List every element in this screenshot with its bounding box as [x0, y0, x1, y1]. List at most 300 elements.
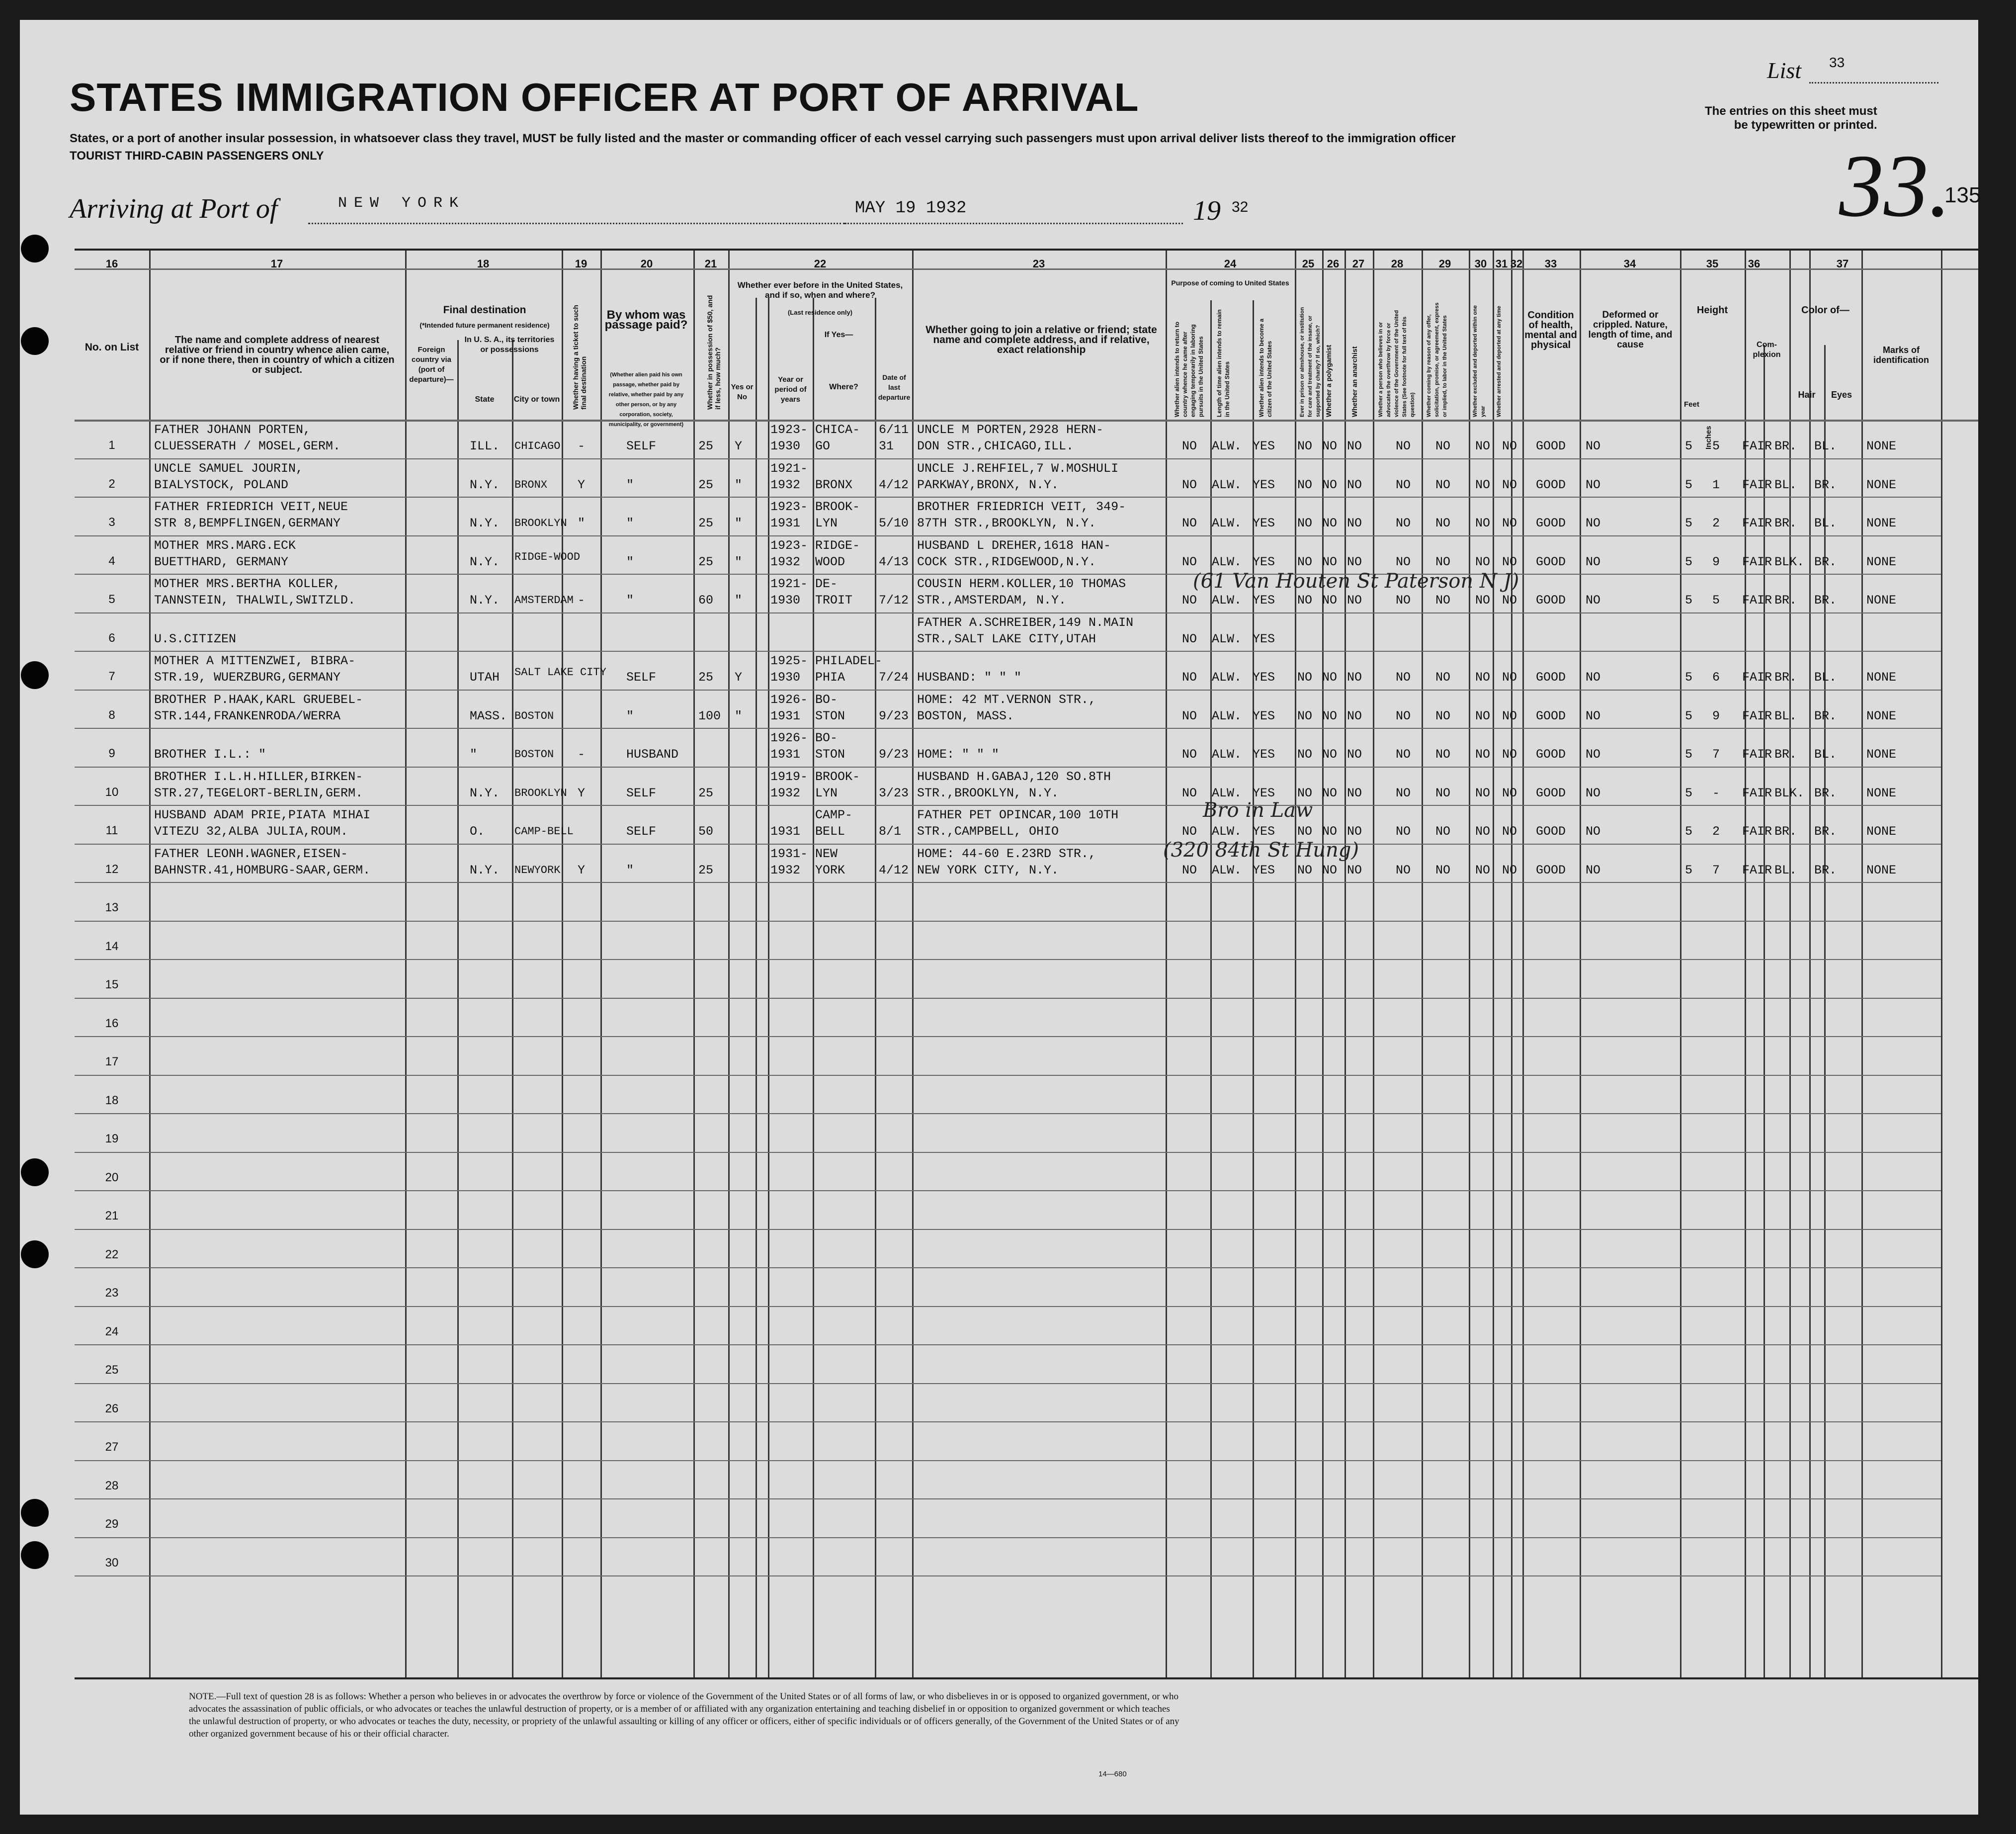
header-anarchist: Whether an anarchist: [1350, 346, 1358, 417]
years-line2: 1930: [770, 670, 801, 685]
q29-answer: NO: [1435, 554, 1451, 569]
q25-answer: NO: [1297, 786, 1313, 800]
binding-hole: [21, 1499, 49, 1527]
q25-answer: NO: [1297, 593, 1313, 608]
complexion: FAIR: [1742, 554, 1772, 569]
header-ever-before: Whether ever before in the United States, and if so, when and where?: [737, 280, 903, 300]
joining-relative-line1: HUSBAND H.GABAJ,120 SO.8TH: [917, 769, 1111, 784]
purpose-return: NO: [1182, 593, 1197, 608]
column-rule: [912, 251, 914, 1677]
where-line1: BROOK-: [815, 769, 860, 784]
row-rule: [75, 458, 1941, 459]
row-number: 28: [105, 1479, 119, 1492]
row-rule: [75, 1383, 1941, 1384]
purpose-citizen: YES: [1253, 670, 1275, 685]
ticket-answer: Y: [578, 477, 586, 492]
header-inches: Inches: [1704, 426, 1713, 449]
complexion: FAIR: [1742, 863, 1772, 877]
header-year-period: Year or period of years: [774, 375, 807, 404]
q27-answer: NO: [1347, 593, 1362, 608]
destination-state: UTAH: [470, 670, 500, 685]
header-question-28: Whether a person who believes in or advocates the overthrow by force or violence of the Government of the United States (See footnote for full text of this question): [1378, 310, 1416, 417]
row-rule: [75, 1229, 1941, 1230]
height-inches: 6: [1712, 670, 1720, 685]
header-purpose-return: Whether alien intends to return to country whence he came after engaging temporarily in laboring pursuits in the United States: [1174, 321, 1204, 417]
row-rule: [75, 1267, 1941, 1268]
q25-answer: NO: [1297, 439, 1313, 453]
row-rule: [75, 1460, 1941, 1461]
q27-answer: NO: [1347, 747, 1362, 762]
row-number: 24: [105, 1324, 119, 1338]
q26-answer: NO: [1322, 786, 1338, 800]
years-line1: 1925-: [770, 654, 808, 668]
money-amount: 25: [698, 670, 714, 685]
years-line2: 1932: [770, 863, 801, 877]
header-no-on-list: No. on List: [84, 342, 139, 353]
joining-relative-line2: BOSTON, MASS.: [917, 708, 1014, 723]
complexion: FAIR: [1742, 708, 1772, 723]
money-amount: 25: [698, 516, 714, 530]
where-line2: LYN: [815, 516, 838, 530]
header-last-residence: (Last residence only): [787, 309, 853, 316]
departure-date-line2: 5/10: [879, 516, 909, 530]
date-underline: [845, 223, 1183, 224]
years-line1: 1921-: [770, 577, 808, 591]
passage-paid-by: SELF: [626, 786, 657, 800]
departure-date-line2: 4/12: [879, 863, 909, 877]
money-amount: 25: [698, 786, 714, 800]
departure-date-line2: 31: [879, 439, 894, 453]
where-line2: YORK: [815, 863, 845, 877]
relative-address-line1: UNCLE SAMUEL JOURIN,: [154, 461, 304, 476]
passage-paid-by: HUSBAND: [626, 747, 679, 762]
q30-answer: NO: [1475, 554, 1491, 569]
purpose-return: NO: [1182, 631, 1197, 646]
row-number: 15: [105, 978, 119, 991]
row-number: 16: [105, 1016, 119, 1030]
hair-color: BLK.: [1774, 554, 1805, 569]
purpose-citizen: YES: [1253, 786, 1275, 800]
row-rule: [75, 612, 1941, 613]
q25-answer: NO: [1297, 670, 1313, 685]
header-nearest-relative: The name and complete address of nearest relative or friend in country whence alien came, or if none there, then in country of which a citizen or subject.: [160, 335, 395, 375]
complexion: FAIR: [1742, 747, 1772, 762]
header-date-last-departure: Date of last departure: [878, 373, 911, 401]
column-rule: [1789, 251, 1791, 1677]
years-line1: 1923-: [770, 538, 808, 553]
eye-color: BR.: [1814, 477, 1837, 492]
identification-marks: NONE: [1866, 824, 1897, 839]
q28-answer: NO: [1396, 439, 1411, 453]
relative-address-line2: TANNSTEIN, THALWIL,SWITZLD.: [154, 593, 356, 608]
q26-answer: NO: [1322, 477, 1338, 492]
q28-answer: NO: [1396, 824, 1411, 839]
q28-answer: NO: [1396, 863, 1411, 877]
q26-answer: NO: [1322, 824, 1338, 839]
column-rule: [1941, 251, 1942, 1677]
departure-date-line2: 9/23: [879, 708, 909, 723]
header-by-whom-paid: By whom was passage paid?: [604, 308, 688, 332]
row-rule: [75, 1075, 1941, 1076]
question-28-footnote: NOTE.—Full text of question 28 is as follows: Whether a person who believes in or advocates the overthrow by force or violence of the Government of the United States or of all forms of law, or who disbelieves in or is opposed to organized government, or who advocates the assassination of public officials, or who advocates or teaches the unlawful destruction of property, or is a member of or affiliated with any organization entertaining and teaching disbelief in or opposition to organized government or which teaches the unlawful destruction of property, or who advocates or teaches the duty, necessity, or propriety of the unlawful assaulting or killing of any officer or officers, either of specific individuals or of officers generally, of the Government of the United States or of any other organized government because of his or their official character.: [189, 1691, 1179, 1739]
header-by-whom-note: (Whether alien paid his own passage, whether paid by relative, whether paid by any other person, or by any corporation, society, municipality, or government): [608, 372, 684, 428]
joining-relative-line2: 87TH STR.,BROOKLYN, N.Y.: [917, 516, 1096, 530]
departure-date-line2: 3/23: [879, 786, 909, 800]
purpose-length: ALW.: [1212, 670, 1242, 685]
height-inches: 7: [1712, 863, 1720, 877]
q27-answer: NO: [1347, 516, 1362, 530]
passage-paid-by: ": [626, 554, 634, 569]
eye-color: BL.: [1814, 670, 1837, 685]
binding-hole: [21, 1240, 49, 1268]
q28-answer: NO: [1396, 708, 1411, 723]
joining-relative-line2: PARKWAY,BRONX, N.Y.: [917, 477, 1059, 492]
departure-date-line2: 4/13: [879, 554, 909, 569]
purpose-return: NO: [1182, 747, 1197, 762]
relative-address-line1: MOTHER A MITTENZWEI, BIBRA-: [154, 654, 356, 668]
column-rule: [1373, 251, 1374, 1677]
purpose-citizen: YES: [1253, 554, 1275, 569]
years-line2: 1931: [770, 708, 801, 723]
ever-before-answer: ": [735, 554, 743, 569]
complexion: FAIR: [1742, 439, 1772, 453]
identification-marks: NONE: [1866, 863, 1897, 877]
height-feet: 5: [1685, 477, 1693, 492]
deformed-answer: NO: [1586, 786, 1601, 800]
q31-answer: NO: [1502, 554, 1517, 569]
relative-address-line2: STR.144,FRANKENRODA/WERRA: [154, 708, 341, 723]
header-height: Height: [1696, 305, 1728, 316]
identification-marks: NONE: [1866, 593, 1897, 608]
q28-answer: NO: [1396, 786, 1411, 800]
relative-address-line1: HUSBAND ADAM PRIE,PIATA MIHAI: [154, 808, 371, 822]
purpose-length: ALW.: [1212, 554, 1242, 569]
q29-answer: NO: [1435, 708, 1451, 723]
relative-address-line2: STR.27,TEGELORT-BERLIN,GERM.: [154, 786, 363, 800]
column-number: 22: [814, 258, 827, 270]
typewritten-note-line1: The entries on this sheet must: [1705, 104, 1877, 118]
passage-paid-by: SELF: [626, 439, 657, 453]
hair-color: BL.: [1774, 708, 1797, 723]
q30-answer: NO: [1475, 747, 1491, 762]
destination-state: N.Y.: [470, 593, 500, 608]
complexion: FAIR: [1742, 824, 1772, 839]
q30-answer: NO: [1475, 593, 1491, 608]
arrival-date-stamp: MAY 19 1932: [855, 199, 967, 218]
purpose-length: ALW.: [1212, 824, 1242, 839]
q26-answer: NO: [1322, 554, 1338, 569]
destination-city: BOSTON: [514, 709, 554, 722]
list-label: List: [1767, 58, 1802, 83]
port-underline: [308, 223, 845, 224]
listing-instruction: States, or a port of another insular possession, in whatsoever class they travel, MUST be fully listed and the master or commanding officer of each vessel carrying such passengers must upon arrival deliver lists thereof to the immigration officer: [70, 132, 1456, 145]
column-number: 17: [270, 258, 283, 270]
binding-hole: [21, 235, 49, 262]
header-possession-50: Whether in possession of $50, and if less, how much?: [706, 295, 722, 410]
where-line2: LYN: [815, 786, 838, 800]
column-number: 16: [105, 258, 118, 270]
subcolumn-rule: [1253, 300, 1254, 1677]
health-condition: GOOD: [1536, 439, 1566, 453]
header-feet: Feet: [1684, 400, 1699, 409]
row-number: 13: [105, 901, 119, 914]
subcolumn-rule: [875, 298, 876, 1677]
header-purpose-length: Length of time alien intends to remain in the United States: [1216, 309, 1231, 417]
q27-answer: NO: [1347, 439, 1362, 453]
where-line2: WOOD: [815, 554, 845, 569]
relative-address-line2: STR 8,BEMPFLINGEN,GERMANY: [154, 516, 341, 530]
page-number: 135: [1944, 183, 1981, 207]
column-rule: [693, 251, 695, 1677]
q30-answer: NO: [1475, 439, 1491, 453]
relative-address-line2: STR.19, WUERZBURG,GERMANY: [154, 670, 341, 685]
row-number: 11: [105, 824, 118, 837]
q31-answer: NO: [1502, 477, 1517, 492]
q30-answer: NO: [1475, 708, 1491, 723]
q29-answer: NO: [1435, 593, 1451, 608]
q29-answer: NO: [1435, 747, 1451, 762]
column-number: 18: [477, 258, 490, 270]
binding-hole: [21, 661, 49, 689]
eye-color: BR.: [1814, 593, 1837, 608]
column-rule: [1469, 251, 1470, 1677]
row-number: 5: [108, 593, 115, 606]
money-amount: 100: [698, 708, 721, 723]
relative-address-line1: BROTHER I.L.H.HILLER,BIRKEN-: [154, 769, 363, 784]
ticket-answer: -: [578, 439, 586, 453]
purpose-citizen: YES: [1253, 631, 1275, 646]
list-underline: [1809, 82, 1938, 84]
q26-answer: NO: [1322, 593, 1338, 608]
years-line2: 1932: [770, 554, 801, 569]
eye-color: BL.: [1814, 516, 1837, 530]
header-in-usa: In U. S. A., its territories or possessions: [464, 336, 555, 354]
years-line1: 1931-: [770, 846, 808, 861]
health-condition: GOOD: [1536, 824, 1566, 839]
complexion: FAIR: [1742, 786, 1772, 800]
joining-relative-line2: STR.,SALT LAKE CITY,UTAH: [917, 631, 1096, 646]
years-line2: 1931: [770, 516, 801, 530]
relative-address-line2: VITEZU 32,ALBA JULIA,ROUM.: [154, 824, 348, 839]
passenger-class: TOURIST THIRD-CABIN PASSENGERS ONLY: [70, 149, 324, 163]
eye-color: BR.: [1814, 786, 1837, 800]
sheet-number-handwritten: 33.: [1839, 136, 1951, 235]
joining-relative-line1: HOME: 42 MT.VERNON STR.,: [917, 692, 1096, 707]
header-deformed: Deformed or crippled. Nature, length of time, and cause: [1588, 310, 1673, 350]
typewritten-note: [1705, 104, 1877, 132]
row-rule: [75, 921, 1941, 922]
list-number: 33: [1829, 55, 1845, 70]
eye-color: BR.: [1814, 554, 1837, 569]
q31-answer: NO: [1502, 824, 1517, 839]
column-rule: [1344, 251, 1346, 1677]
header-joining-relative: Whether going to join a relative or friend; state name and complete address, and if relative, exact relationship: [925, 324, 1157, 355]
height-inches: 9: [1712, 708, 1720, 723]
column-number: 31: [1495, 258, 1508, 270]
q30-answer: NO: [1475, 516, 1491, 530]
hair-color: BR.: [1774, 824, 1797, 839]
hair-color: BR.: [1774, 747, 1797, 762]
destination-state: N.Y.: [470, 516, 500, 530]
q25-answer: NO: [1297, 747, 1313, 762]
row-rule: [75, 1344, 1941, 1345]
q28-answer: NO: [1396, 554, 1411, 569]
years-line2: 1930: [770, 439, 801, 453]
q25-answer: NO: [1297, 516, 1313, 530]
relative-address-line2: CLUESSERATH / MOSEL,GERM.: [154, 439, 341, 453]
where-line2: BRONX: [815, 477, 853, 492]
identification-marks: NONE: [1866, 554, 1897, 569]
where-line1: NEW: [815, 846, 838, 861]
height-feet: 5: [1685, 593, 1693, 608]
money-amount: 60: [698, 593, 714, 608]
joining-relative-line2: STR.,AMSTERDAM, N.Y.: [917, 593, 1067, 608]
ticket-answer: Y: [578, 786, 586, 800]
ever-before-answer: ": [735, 708, 743, 723]
destination-city: BROOKLYN: [514, 786, 567, 799]
purpose-length: ALW.: [1212, 786, 1242, 800]
purpose-length: ALW.: [1212, 863, 1242, 877]
q31-answer: NO: [1502, 708, 1517, 723]
header-color-of: Color of—: [1801, 305, 1849, 316]
row-number: 1: [108, 438, 115, 452]
q31-answer: NO: [1502, 670, 1517, 685]
purpose-return: NO: [1182, 670, 1197, 685]
relative-address-line2: BAHNSTR.41,HOMBURG-SAAR,GERM.: [154, 863, 371, 877]
binding-hole: [21, 327, 49, 355]
where-line2: TROIT: [815, 593, 853, 608]
destination-city: BOSTON: [514, 748, 554, 761]
years-line2: 1932: [770, 477, 801, 492]
page-title: STATES IMMIGRATION OFFICER AT PORT OF ARRIVAL: [70, 75, 1139, 119]
q30-answer: NO: [1475, 477, 1491, 492]
destination-state: O.: [470, 824, 485, 839]
destination-city: SALT LAKE CITY: [514, 666, 606, 679]
ever-before-answer: Y: [735, 670, 743, 685]
column-rule: [1166, 251, 1167, 1677]
header-final-destination-note: (*Intended future permanent residence): [420, 321, 550, 329]
passage-paid-by: SELF: [626, 670, 657, 685]
row-rule: [75, 1152, 1941, 1153]
purpose-length: ALW.: [1212, 631, 1242, 646]
subcolumn-rule: [813, 298, 814, 1677]
years-line1: 1923-: [770, 500, 808, 514]
q26-answer: NO: [1322, 516, 1338, 530]
height-inches: 2: [1712, 824, 1720, 839]
passage-paid-by: ": [626, 516, 634, 530]
row-rule: [75, 959, 1941, 960]
column-rule: [600, 251, 602, 1677]
q31-answer: NO: [1502, 593, 1517, 608]
destination-city: RIDGE-WOOD: [514, 550, 581, 563]
subcolumn-rule: [512, 340, 513, 1677]
passage-paid-by: ": [626, 593, 634, 608]
relative-address-line1: FATHER JOHANN PORTEN,: [154, 423, 311, 437]
where-line1: DE-: [815, 577, 838, 591]
purpose-return: NO: [1182, 516, 1197, 530]
relative-address-line2: BIALYSTOCK, POLAND: [154, 477, 289, 492]
port-label: Arriving at Port of: [70, 193, 278, 224]
q26-answer: NO: [1322, 670, 1338, 685]
eye-color: BR.: [1814, 863, 1837, 877]
row-rule: [75, 497, 1941, 498]
destination-state: N.Y.: [470, 554, 500, 569]
purpose-citizen: YES: [1253, 477, 1275, 492]
health-condition: GOOD: [1536, 593, 1566, 608]
height-feet: 5: [1685, 439, 1693, 453]
departure-date-line2: 4/12: [879, 477, 909, 492]
destination-state: ": [470, 747, 478, 762]
column-rule: [1745, 251, 1746, 1677]
q31-answer: NO: [1502, 863, 1517, 877]
row-number: 9: [108, 747, 115, 760]
row-number: 6: [108, 631, 115, 645]
column-number: 37: [1836, 258, 1849, 270]
years-line1: 1919-: [770, 769, 808, 784]
deformed-answer: NO: [1586, 708, 1601, 723]
q26-answer: NO: [1322, 863, 1338, 877]
joining-relative-line1: UNCLE M PORTEN,2928 HERN-: [917, 423, 1104, 437]
money-amount: 25: [698, 477, 714, 492]
q29-answer: NO: [1435, 824, 1451, 839]
column-number: 30: [1474, 258, 1487, 270]
q28-answer: NO: [1396, 747, 1411, 762]
ever-before-answer: ": [735, 477, 743, 492]
height-feet: 5: [1685, 708, 1693, 723]
joining-relative-line2: NEW YORK CITY, N.Y.: [917, 863, 1059, 877]
subcolumn-rule: [1764, 345, 1765, 1677]
health-condition: GOOD: [1536, 747, 1566, 762]
departure-date-line2: 7/24: [879, 670, 909, 685]
q25-answer: NO: [1297, 708, 1313, 723]
ticket-answer: ": [578, 516, 586, 530]
header-polygamist: Whether a polygamist: [1325, 345, 1333, 417]
handwritten-address-row5: (61 Van Houten St Paterson N J): [1193, 570, 1519, 593]
header-ticket: Whether having a ticket to such final destination: [572, 305, 588, 410]
header-arrested: Whether arrested and deported at any time: [1496, 306, 1502, 417]
row-number: 8: [108, 708, 115, 722]
identification-marks: NONE: [1866, 786, 1897, 800]
year-suffix: 32: [1232, 199, 1249, 215]
height-inches: 2: [1712, 516, 1720, 530]
column-rule: [1522, 251, 1524, 1677]
purpose-length: ALW.: [1212, 708, 1242, 723]
row-rule: [75, 1190, 1941, 1191]
q26-answer: NO: [1322, 747, 1338, 762]
height-feet: 5: [1685, 863, 1693, 877]
q29-answer: NO: [1435, 477, 1451, 492]
money-amount: 50: [698, 824, 714, 839]
where-line2: STON: [815, 708, 845, 723]
ticket-answer: Y: [578, 863, 586, 877]
deformed-answer: NO: [1586, 670, 1601, 685]
identification-marks: NONE: [1866, 747, 1897, 762]
destination-city: BROOKLYN: [514, 517, 567, 529]
row-rule: [75, 728, 1941, 729]
identification-marks: NONE: [1866, 516, 1897, 530]
q28-answer: NO: [1396, 516, 1411, 530]
q25-answer: NO: [1297, 863, 1313, 877]
passage-paid-by: ": [626, 863, 634, 877]
q31-answer: NO: [1502, 516, 1517, 530]
form-number: 14—680: [1098, 1770, 1127, 1778]
row-number: 18: [105, 1093, 119, 1107]
health-condition: GOOD: [1536, 670, 1566, 685]
q29-answer: NO: [1435, 439, 1451, 453]
row-rule: [75, 574, 1941, 575]
height-inches: 7: [1712, 747, 1720, 762]
relative-address-line1: MOTHER MRS.MARG.ECK: [154, 538, 296, 553]
